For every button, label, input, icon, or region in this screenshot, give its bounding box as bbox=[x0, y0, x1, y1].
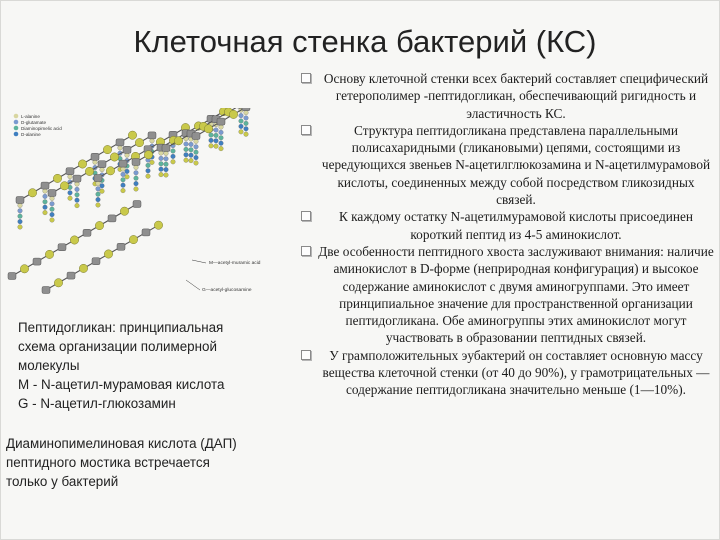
amino-acid bbox=[164, 167, 169, 172]
muramic-unit bbox=[142, 229, 150, 236]
muramic-unit bbox=[133, 201, 141, 208]
bullet-marker-icon bbox=[301, 211, 311, 221]
glucosamine-unit bbox=[154, 221, 162, 229]
amino-acid bbox=[96, 187, 101, 192]
amino-acid bbox=[75, 187, 80, 192]
bullet-text: Основу клеточной стенки всех бактерий составляет специфический гетерополимер -пептидогликан, обеспечивающий ригидность и эластичность КС. bbox=[323, 71, 709, 121]
amino-acid bbox=[43, 210, 48, 215]
bullet-list bbox=[300, 70, 714, 399]
glucosamine-unit bbox=[20, 265, 28, 273]
caption-line: только у бактерий bbox=[6, 474, 119, 489]
muramic-unit bbox=[162, 145, 170, 152]
amino-acid bbox=[18, 219, 23, 224]
muramic-unit bbox=[33, 258, 41, 265]
amino-acid bbox=[171, 160, 176, 165]
amino-acid bbox=[219, 130, 224, 135]
amino-acid bbox=[214, 139, 219, 144]
amino-acid bbox=[134, 165, 139, 170]
amino-acid bbox=[150, 160, 155, 165]
legend-label: D-alanine bbox=[21, 132, 41, 137]
bullet-text: Структура пептидогликана представлена параллельными полисахаридными (гликановыми) цепями, состоящими из чередующихся звеньев N-ацетилглюкозамина и N-ацетилмурамовой кислоты, соединенных между собой посредством гликозидных связей. bbox=[321, 122, 711, 208]
amino-acid bbox=[121, 167, 126, 172]
muramic-unit bbox=[73, 175, 81, 182]
amino-acid bbox=[159, 167, 164, 172]
bullet-marker-icon bbox=[301, 350, 311, 360]
glucosamine-unit bbox=[104, 250, 112, 258]
bullet-item bbox=[300, 243, 714, 347]
amino-acid bbox=[184, 158, 189, 163]
amino-acid bbox=[209, 138, 214, 143]
amino-acid bbox=[68, 174, 73, 179]
caption-line: Диаминопимелиновая кислота (ДАП) bbox=[6, 436, 237, 451]
amino-acid bbox=[214, 144, 219, 149]
amino-acid bbox=[134, 176, 139, 181]
dap-caption bbox=[6, 434, 291, 491]
amino-acid bbox=[75, 198, 80, 203]
amino-acid bbox=[219, 136, 224, 141]
glucosamine-unit bbox=[229, 110, 237, 118]
amino-acid bbox=[50, 202, 55, 207]
glucosamine-unit bbox=[128, 131, 136, 139]
muramic-unit bbox=[83, 229, 91, 236]
amino-acid bbox=[159, 162, 164, 167]
legend-swatch bbox=[14, 132, 19, 137]
amino-acid bbox=[18, 214, 23, 219]
amino-acid bbox=[239, 113, 244, 118]
muramic-unit bbox=[117, 243, 125, 250]
amino-acid bbox=[189, 158, 194, 163]
amino-acid bbox=[121, 178, 126, 183]
amino-acid bbox=[209, 133, 214, 138]
muramic-unit bbox=[58, 244, 66, 251]
amino-acid bbox=[171, 154, 176, 159]
amino-acid bbox=[96, 181, 101, 186]
amino-acid bbox=[189, 148, 194, 153]
amino-acid bbox=[68, 191, 73, 196]
muramic-unit bbox=[91, 153, 99, 160]
amino-acid bbox=[125, 153, 130, 158]
glucosamine-unit bbox=[103, 145, 111, 153]
amino-acid bbox=[125, 175, 130, 180]
glucosamine-unit bbox=[95, 221, 103, 229]
caption-line: Пептидогликан: принципиальная bbox=[18, 320, 224, 335]
amino-acid bbox=[194, 145, 199, 150]
legend-label: Diaminopimelic acid bbox=[21, 126, 62, 131]
amino-acid bbox=[96, 197, 101, 202]
amino-acid bbox=[134, 187, 139, 192]
amino-acid bbox=[244, 116, 249, 121]
amino-acid bbox=[159, 156, 164, 161]
muramic-unit bbox=[16, 197, 24, 204]
caption-line: G - N-ацетил-глюкозамин bbox=[18, 396, 176, 411]
glucosamine-unit bbox=[45, 250, 53, 258]
bullet-marker-icon bbox=[301, 73, 311, 83]
glucosamine-unit bbox=[85, 167, 93, 175]
amino-acid bbox=[100, 167, 105, 172]
amino-acid bbox=[184, 147, 189, 152]
peptidoglycan-diagram bbox=[6, 108, 296, 308]
amino-acid bbox=[96, 203, 101, 208]
amino-acid bbox=[18, 209, 23, 214]
amino-acid bbox=[189, 153, 194, 158]
bullet-marker-icon bbox=[301, 246, 311, 256]
amino-acid bbox=[134, 181, 139, 186]
amino-acid bbox=[150, 139, 155, 144]
muramic-unit bbox=[123, 146, 131, 153]
muramic-unit bbox=[116, 139, 124, 146]
amino-acid bbox=[171, 149, 176, 154]
amino-acid bbox=[50, 207, 55, 212]
legend-swatch bbox=[14, 126, 19, 131]
glycan-chain bbox=[46, 225, 159, 290]
glucosamine-unit bbox=[79, 264, 87, 272]
amino-acid bbox=[118, 146, 123, 151]
glucosamine-unit bbox=[174, 137, 182, 145]
amino-acid bbox=[100, 189, 105, 194]
label-muramic: M—acetyl-muramic acid bbox=[209, 261, 261, 266]
amino-acid bbox=[194, 150, 199, 155]
amino-acid bbox=[68, 196, 73, 201]
amino-acid bbox=[146, 169, 151, 174]
amino-acid bbox=[43, 194, 48, 199]
amino-acid bbox=[194, 161, 199, 166]
legend-label: L-alanine bbox=[21, 114, 40, 119]
glucosamine-unit bbox=[60, 182, 68, 190]
muramic-unit bbox=[66, 168, 74, 175]
muramic-unit bbox=[92, 258, 100, 265]
amino-acid bbox=[18, 203, 23, 208]
amino-acid bbox=[194, 139, 199, 144]
glucosamine-unit bbox=[70, 236, 78, 244]
caption-line: молекулы bbox=[18, 358, 80, 373]
amino-acid bbox=[219, 146, 224, 151]
glucosamine-unit bbox=[78, 160, 86, 168]
amino-acid bbox=[125, 169, 130, 174]
amino-acid bbox=[189, 142, 194, 147]
muramic-unit bbox=[42, 287, 50, 294]
amino-acid bbox=[164, 157, 169, 162]
amino-acid bbox=[184, 142, 189, 147]
amino-acid bbox=[121, 183, 126, 188]
muramic-unit bbox=[48, 190, 56, 197]
amino-acid bbox=[164, 151, 169, 156]
muramic-unit bbox=[67, 272, 75, 279]
amino-acid bbox=[244, 127, 249, 132]
amino-acid bbox=[219, 141, 224, 146]
amino-acid bbox=[43, 205, 48, 210]
amino-acid bbox=[50, 218, 55, 223]
amino-acid bbox=[164, 162, 169, 167]
amino-acid bbox=[244, 110, 249, 115]
amino-acid bbox=[146, 163, 151, 168]
muramic-unit bbox=[217, 118, 225, 125]
glucosamine-unit bbox=[28, 189, 36, 197]
glucosamine-unit bbox=[53, 174, 61, 182]
bullet-item bbox=[300, 122, 714, 208]
diagram-caption bbox=[18, 318, 278, 413]
muramic-unit bbox=[132, 159, 140, 166]
amino-acid bbox=[244, 132, 249, 137]
caption-line: пептидного мостика встречается bbox=[6, 455, 210, 470]
muramic-unit bbox=[148, 132, 156, 139]
amino-acid bbox=[93, 160, 98, 165]
glucosamine-unit bbox=[54, 279, 62, 287]
amino-acid bbox=[209, 144, 214, 149]
muramic-unit bbox=[41, 182, 49, 189]
bullet-item bbox=[300, 347, 714, 399]
amino-acid bbox=[100, 184, 105, 189]
amino-acid bbox=[146, 174, 151, 179]
amino-acid bbox=[214, 128, 219, 133]
amino-acid bbox=[159, 172, 164, 177]
amino-acid bbox=[121, 188, 126, 193]
bullet-text: К каждому остатку N-ацетилмурамовой кислоты присоединен короткий пептид из 4-5 аминокислот. bbox=[338, 209, 693, 242]
bullet-text: Две особенности пептидного хвоста заслуживают внимания: наличие аминокислот в D-форме (неприродная конфигурация) и высокое содержание аминокислот с двумя аминогруппами. Это имеет принципиальное значение для пространственной организации пептидогликана. Обе аминогруппы этих аминокислот могут участвовать в образовании пептидных связей. bbox=[318, 243, 714, 346]
muramic-unit bbox=[94, 175, 102, 182]
slide-title: Клеточная стенка бактерий (КС) bbox=[133, 24, 597, 59]
label-pointer bbox=[192, 260, 206, 263]
muramic-unit bbox=[119, 160, 127, 167]
muramic-unit bbox=[8, 273, 16, 280]
glucosamine-unit bbox=[144, 151, 152, 159]
legend-label: D-glutamate bbox=[21, 120, 47, 125]
amino-acid bbox=[75, 203, 80, 208]
bullet-marker-icon bbox=[301, 125, 311, 135]
bullet-item bbox=[300, 208, 714, 243]
glucosamine-unit bbox=[120, 207, 128, 215]
amino-acid bbox=[43, 200, 48, 205]
bullet-item bbox=[300, 70, 714, 122]
amino-acid bbox=[214, 133, 219, 138]
amino-acid bbox=[239, 119, 244, 124]
legend-swatch bbox=[14, 120, 19, 125]
amino-acid bbox=[134, 171, 139, 176]
label-pointer bbox=[186, 280, 200, 290]
amino-acid bbox=[184, 153, 189, 158]
caption-line: схема организации полимерной bbox=[18, 339, 217, 354]
amino-acid bbox=[43, 189, 48, 194]
amino-acid bbox=[50, 196, 55, 201]
glucosamine-unit bbox=[110, 153, 118, 161]
bullet-text: У грамположительных эубактерий он составляет основную массу вещества клеточной стенки (от 40 до 90%), у грамотрицательных — содержание пептидогликана значительно меньше (1—10%). bbox=[322, 347, 710, 398]
muramic-unit bbox=[242, 108, 250, 111]
amino-acid bbox=[75, 182, 80, 187]
amino-acid bbox=[244, 121, 249, 126]
glucosamine-unit bbox=[204, 125, 212, 133]
amino-acid bbox=[50, 212, 55, 217]
amino-acid bbox=[75, 193, 80, 198]
amino-acid bbox=[239, 130, 244, 135]
amino-acid bbox=[194, 155, 199, 160]
muramic-unit bbox=[108, 215, 116, 222]
muramic-unit bbox=[192, 133, 200, 140]
amino-acid bbox=[96, 192, 101, 197]
caption-line: М - N-ацетил-мурамовая кислота bbox=[18, 377, 225, 392]
legend-swatch bbox=[14, 114, 19, 119]
glucosamine-unit bbox=[129, 235, 137, 243]
amino-acid bbox=[219, 125, 224, 130]
label-glucosamine: G—acetyl-glucosamine bbox=[202, 288, 252, 293]
amino-acid bbox=[121, 172, 126, 177]
amino-acid bbox=[164, 173, 169, 178]
amino-acid bbox=[239, 124, 244, 129]
glucosamine-unit bbox=[106, 167, 114, 175]
amino-acid bbox=[18, 225, 23, 230]
muramic-unit bbox=[98, 161, 106, 168]
glucosamine-unit bbox=[135, 138, 143, 146]
